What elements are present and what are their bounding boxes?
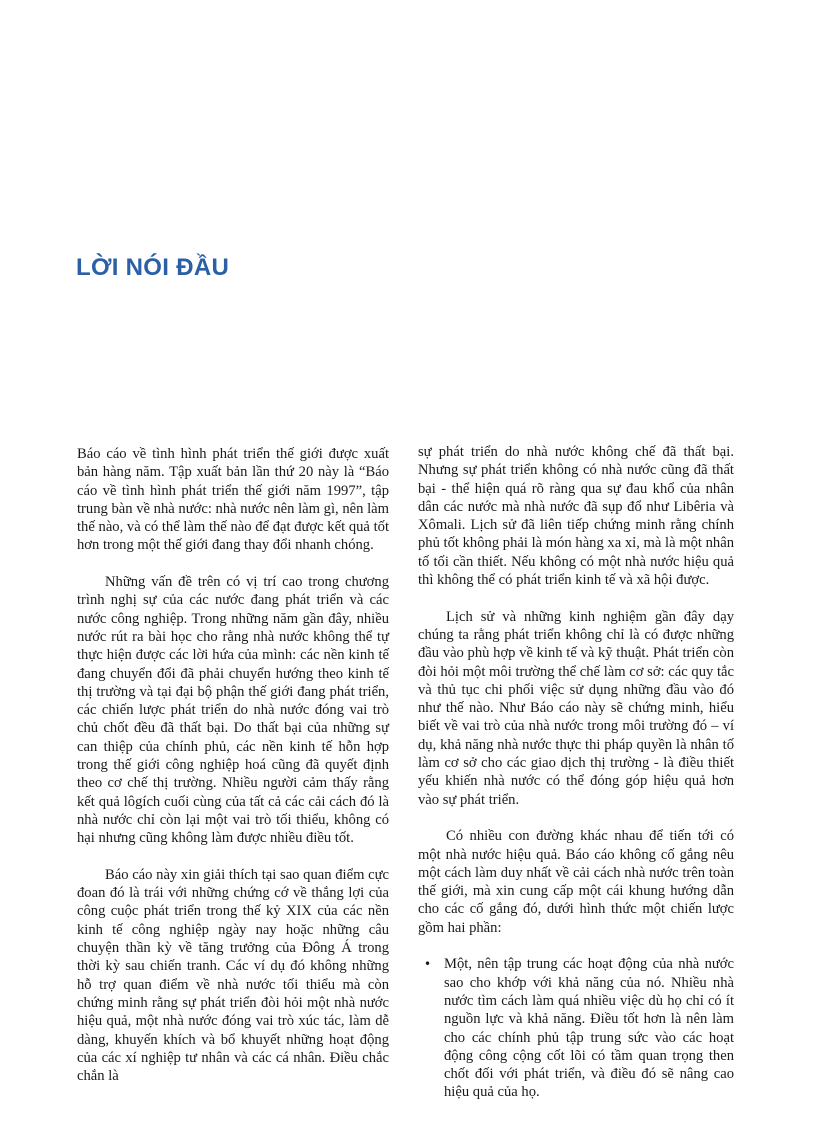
bullet-list <box>418 955 734 1101</box>
page-title: LỜI NÓI ĐẦU <box>76 254 230 281</box>
paragraph: Lịch sử và những kinh nghiệm gần đây dạy chúng ta rằng phát triển không chỉ là có được những đầu vào phù hợp về kinh tế và kỹ thuật. Phát triển còn đòi hỏi một môi trường thể chế làm cơ sở: các quy tắc và thủ tục chi phối việc sử dụng những đầu vào đó như thế nào. Như Báo cáo này sẽ chứng minh, hiểu biết về vai trò của nhà nước trong môi trường đó – ví dụ, khả năng nhà nước thực thi pháp quyền là nhân tố làm cơ sở cho các giao dịch thị trường - là điều thiết yếu khiến nhà nước có thể đóng góp hiệu quả hơn vào sự phát triển. <box>418 608 734 808</box>
left-column <box>77 445 389 1104</box>
paragraph: Báo cáo về tình hình phát triển thế giới được xuất bản hàng năm. Tập xuất bản lần thứ 20 này là “Báo cáo về tình hình phát triển thế giới năm 1997”, tập trung bàn về nhà nước: nhà nước nên làm gì, nên làm thế nào, và có thể làm thế nào để đạt được kết quả tốt hơn trong một thế giới đang thay đổi nhanh chóng. <box>77 446 389 554</box>
bullet-icon: • <box>424 957 432 972</box>
list-item-text: Một, nên tập trung các hoạt động của nhà nước sao cho khớp với khả năng của nó. Nhiều nhà nước tìm cách làm quá nhiều việc dù họ chỉ có ít nguồn lực và khả năng. Điều tốt hơn là nên làm cho các chính phủ tập trung sức vào các hoạt động công cộng cốt lõi có tầm quan trọng then chốt đối với phát triển, và điều đó sẽ nâng cao hiệu quả của họ. <box>444 956 734 1101</box>
paragraph: Báo cáo này xin giải thích tại sao quan điểm cực đoan đó là trái với những chứng cớ về thắng lợi của công cuộc phát triển trong thế kỷ XIX của các nền kinh tế công nghiệp ngày nay hoặc những câu chuyện thần kỳ về tăng trưởng của Đông Á trong thời kỳ sau chiến tranh. Các ví dụ đó không những hỗ trợ quan điểm về nhà nước tối thiểu mà còn chứng minh rằng sự phát triển đòi hỏi một nhà nước hiệu quả, một nhà nước đóng vai trò xúc tác, làm dễ dàng, khuyến khích và bổ khuyết những hoạt động của các xí nghiệp tư nhân và các cá nhân. Điều chắc chắn là <box>77 866 389 1085</box>
right-column <box>418 443 734 1102</box>
paragraph: Những vấn đề trên có vị trí cao trong chương trình nghị sự của các nước đang phát triển và các nước công nghiệp. Trong những năm gần đây, nhiều nước rút ra bài học cho rằng nhà nước không thể tự thực hiện được các lời hứa của mình: các nền kinh tế đang chuyển đổi đã phải chuyển hướng theo kinh tế thị trường và tại đại bộ phận thế giới đang phát triển, các chiến lược phát triển do nhà nước đóng vai trò chủ chốt đều đã thất bại. Do thất bại của những sự can thiệp của chính phủ, các nền kinh tế hỗn hợp trong thế giới công nghiệp hoá cũng đã quyết định theo cơ chế thị trường. Nhiều người cảm thấy rằng kết quả lôgích cuối cùng của tất cả các cải cách đó là nhà nước chỉ còn lại một vai trò tối thiểu, không có hại nhưng cũng không làm được nhiều điều tốt. <box>77 574 389 847</box>
paragraph: sự phát triển do nhà nước không chế đã thất bại. Nhưng sự phát triển không có nhà nước cũng đã thất bại - thể hiện quá rõ ràng qua sự đau khổ của nhân dân các nước mà nhà nước đã sụp đổ như Libêria và Xômali. Lịch sử đã liên tiếp chứng minh rằng chính phủ tốt không phải là món hàng xa xỉ, mà là một nhân tố tối cần thiết. Nếu không có một nhà nước hiệu quả thì không thể có phát triển kinh tế và xã hội được. <box>418 444 734 589</box>
list-item <box>424 955 734 1101</box>
paragraph: Có nhiều con đường khác nhau để tiến tới có một nhà nước hiệu quả. Báo cáo không cố gắng nêu một cách làm duy nhất về cải cách nhà nước trên toàn thế giới, mà xin cung cấp một cái khung hướng dẫn cho các cố gắng đó, dưới hình thức một chiến lược gồm hai phần: <box>418 828 734 936</box>
